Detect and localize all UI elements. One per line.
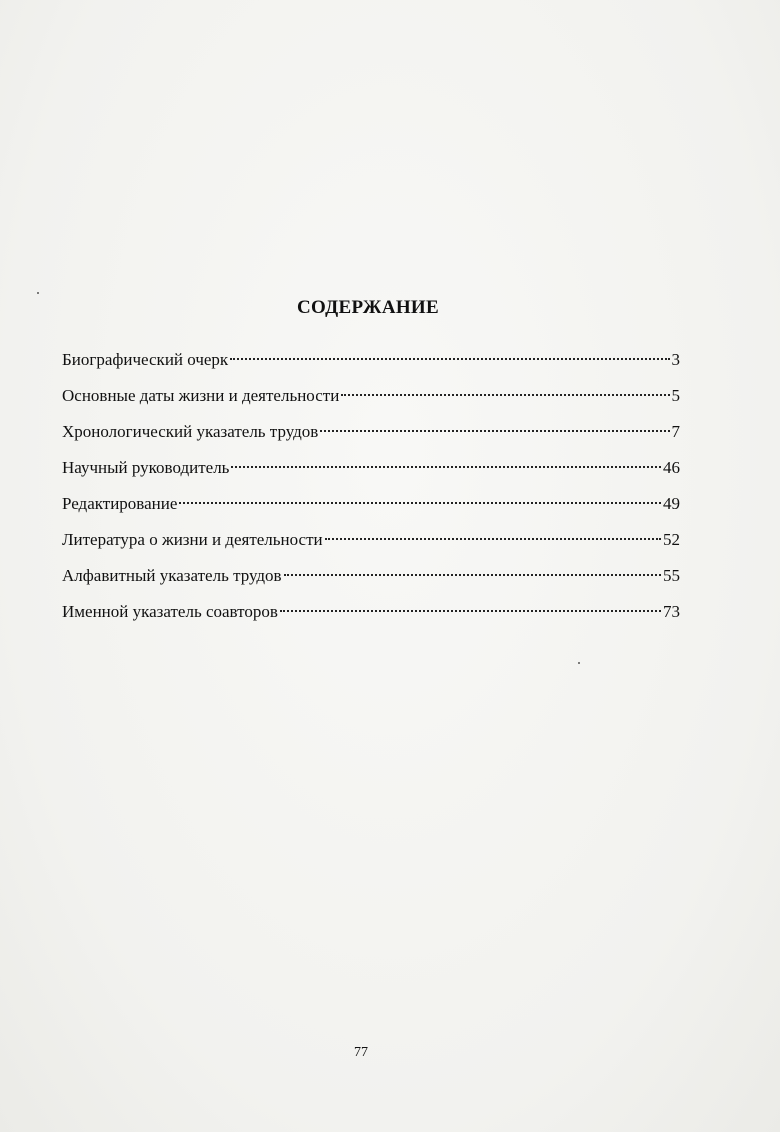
dot-leader — [341, 394, 669, 396]
table-of-contents — [62, 347, 680, 635]
dot-leader — [320, 430, 669, 432]
toc-entry-label: Редактирование — [62, 494, 178, 513]
toc-entry-page: 7 — [671, 422, 680, 441]
toc-entry-page: 3 — [671, 350, 680, 369]
scan-speck — [578, 662, 580, 664]
toc-entry-label: Алфавитный указатель трудов — [62, 566, 282, 585]
toc-entry-label: Хронологический указатель трудов — [62, 422, 319, 441]
scan-speck — [37, 292, 39, 294]
toc-entry-label: Основные даты жизни и деятельности — [62, 386, 340, 405]
toc-entry — [62, 563, 680, 599]
toc-entry-page: 49 — [663, 494, 680, 513]
toc-title: СОДЕРЖАНИЕ — [297, 297, 439, 318]
toc-entry — [62, 455, 680, 491]
toc-entry-label: Именной указатель соавторов — [62, 602, 278, 621]
dot-leader — [231, 466, 661, 468]
toc-entry-label: Научный руководитель — [62, 458, 230, 477]
toc-entry-page: 73 — [663, 602, 680, 621]
page-number: 77 — [354, 1045, 368, 1060]
toc-entry-page: 55 — [663, 566, 680, 585]
toc-entry-label: Литература о жизни и деятельности — [62, 530, 323, 549]
toc-entry-page: 52 — [663, 530, 680, 549]
toc-entry-page: 46 — [663, 458, 680, 477]
toc-entry — [62, 419, 680, 455]
toc-entry — [62, 491, 680, 527]
toc-entry-page: 5 — [671, 386, 680, 405]
dot-leader — [230, 358, 669, 360]
toc-entry-label: Биографический очерк — [62, 350, 229, 369]
toc-entry — [62, 527, 680, 563]
dot-leader — [325, 538, 661, 540]
dot-leader — [179, 502, 661, 504]
dot-leader — [284, 574, 661, 576]
dot-leader — [280, 610, 661, 612]
toc-entry — [62, 347, 680, 383]
toc-entry — [62, 383, 680, 419]
toc-entry — [62, 599, 680, 635]
